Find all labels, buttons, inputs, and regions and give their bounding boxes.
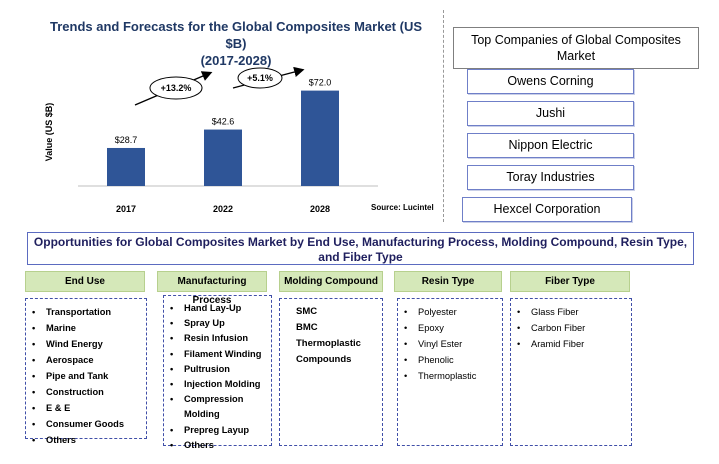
list-item: • Aerospace — [30, 352, 142, 368]
chart-title-line-2: (2017-2028) — [200, 53, 272, 68]
list-item: • Hand Lay-Up — [168, 301, 267, 316]
list-item: • Carbon Fiber — [515, 320, 627, 336]
list-item: • Vinyl Ester — [402, 336, 498, 352]
list-item: • Injection Molding — [168, 377, 267, 392]
chart-title-line-1: Trends and Forecasts for the Global Composites Market (US $B) — [49, 19, 423, 51]
top-companies-title: Top Companies of Global Composites Market — [453, 27, 699, 69]
bar-2022 — [204, 130, 242, 186]
growth-label-1: +13.2% — [160, 83, 192, 93]
company-nippon-electric: Nippon Electric — [467, 133, 634, 158]
list-item: • Wind Energy — [30, 336, 142, 352]
growth-annotation-1 — [135, 73, 210, 105]
list-item: • Transportation — [30, 304, 142, 320]
growth-label-2: +5.1% — [247, 73, 273, 83]
list-item: • Polyester — [402, 304, 498, 320]
company-owens-corning: Owens Corning — [467, 69, 634, 94]
opportunities-title: Opportunities for Global Composites Market by End Use, Manufacturing Process, Molding Compound, Resin Type, and Fiber Type — [27, 232, 694, 265]
fiber-type-list — [510, 298, 632, 446]
list-item: • Construction — [30, 384, 142, 400]
molding-compound-header: Molding Compound — [279, 271, 383, 292]
list-item: • Marine — [30, 320, 142, 336]
list-item: • Others — [168, 438, 267, 453]
list-item: • Prepreg Layup — [168, 423, 267, 438]
y-axis-label: Value (US $B) — [44, 102, 54, 162]
list-item: • Pipe and Tank — [30, 368, 142, 384]
growth-annotation-2 — [233, 68, 302, 88]
company-jushi: Jushi — [467, 101, 634, 126]
list-item: • Others — [30, 432, 142, 448]
list-item: • E & E — [30, 400, 142, 416]
list-item: • Consumer Goods — [30, 416, 142, 432]
data-label-2017: $28.7 — [114, 134, 138, 145]
list-item: • Resin Infusion — [168, 331, 267, 346]
bar-chart — [0, 0, 440, 225]
list-item: • Phenolic — [402, 352, 498, 368]
list-item: Thermoplastic Compounds — [296, 338, 361, 365]
section-divider — [443, 10, 444, 222]
list-item: • Spray Up — [168, 316, 267, 331]
list-item: • Epoxy — [402, 320, 498, 336]
bar-2017 — [107, 148, 145, 186]
x-tick-label-2017: 2017 — [115, 204, 137, 214]
molding-compound-list — [279, 298, 383, 446]
list-item: • Compression Molding — [168, 392, 267, 422]
end-use-list — [25, 298, 147, 445]
data-label-2022: $42.6 — [211, 116, 235, 127]
x-tick-label-2028: 2028 — [309, 204, 331, 214]
fiber-type-header: Fiber Type — [510, 271, 630, 292]
list-item: SMC — [296, 306, 318, 317]
list-item: • Glass Fiber — [515, 304, 627, 320]
list-item: • Aramid Fiber — [515, 336, 627, 352]
company-toray-industries: Toray Industries — [467, 165, 634, 190]
source-label: Source: Lucintel — [371, 203, 434, 212]
manufacturing-process-list — [163, 295, 272, 450]
x-tick-label-2022: 2022 — [212, 204, 234, 214]
company-hexcel-corporation: Hexcel Corporation — [462, 197, 632, 222]
data-label-2028: $72.0 — [308, 77, 332, 88]
bar-2028 — [301, 91, 339, 186]
resin-type-list — [397, 298, 503, 446]
list-item: • Pultrusion — [168, 362, 267, 377]
manufacturing-process-header: Manufacturing Process — [157, 271, 267, 292]
list-item: BMC — [296, 322, 318, 333]
list-item: • Filament Winding — [168, 347, 267, 362]
resin-type-header: Resin Type — [394, 271, 502, 292]
end-use-header: End Use — [25, 271, 145, 292]
list-item: • Thermoplastic — [402, 368, 498, 384]
